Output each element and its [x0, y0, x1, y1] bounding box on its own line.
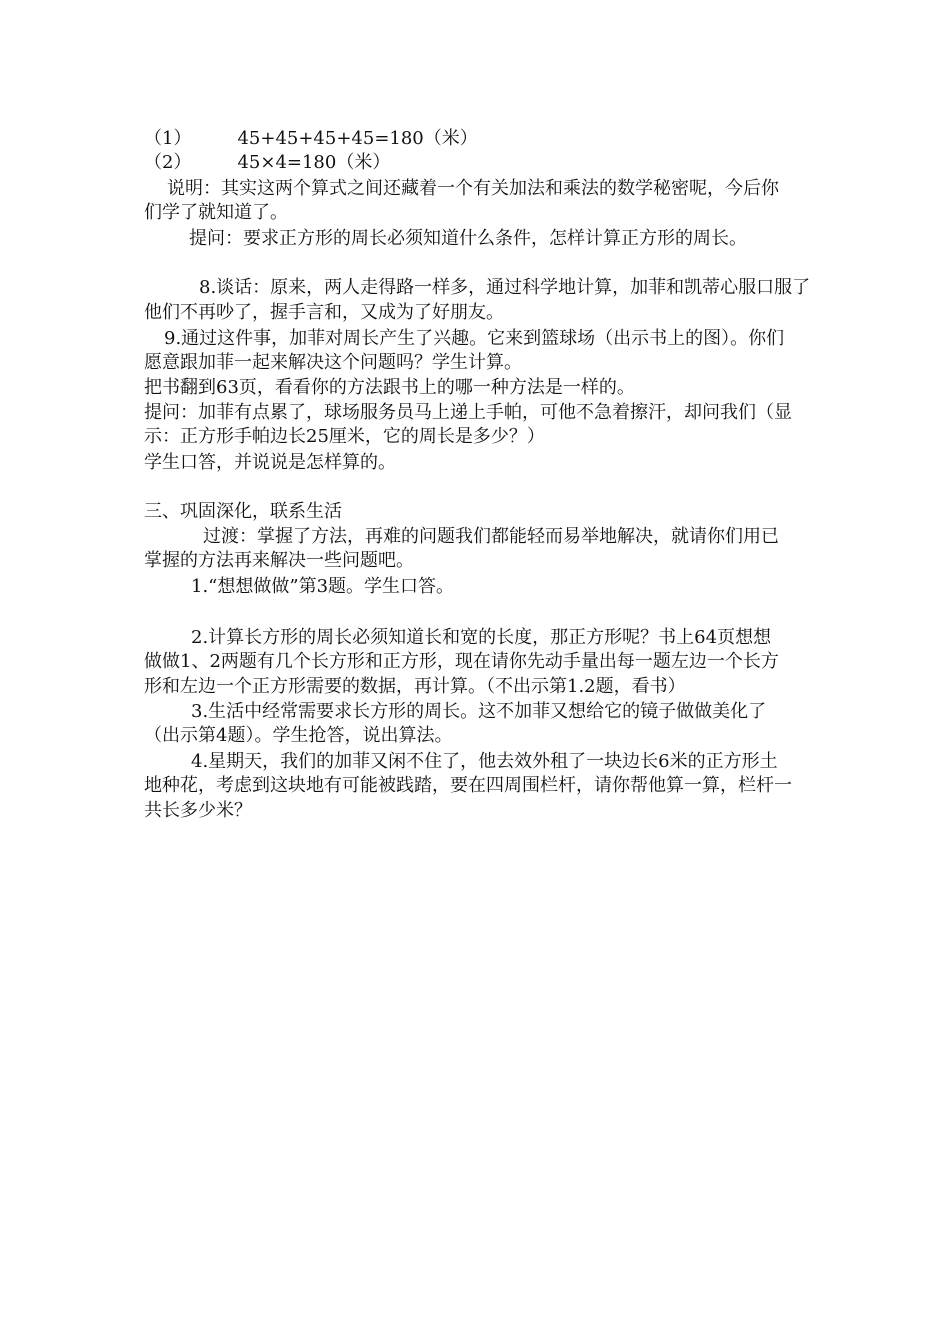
question-2-line-1: 提问：加菲有点累了，球场服务员马上递上手帕，可他不急着擦汗，却问我们（显 [144, 402, 792, 423]
item-9-line-1: 9.通过这件事，加菲对周长产生了兴趣。它来到篮球场（出示书上的图）。你们 [164, 328, 785, 349]
exercise-2-line-1: 2.计算长方形的周长必须知道长和宽的长度，那正方形呢？书上64页想想 [191, 627, 772, 648]
formula-2-expr: 45×4=180（米） [237, 152, 391, 173]
item-8-line-1: 8.谈话：原来，两人走得路一样多，通过科学地计算，加菲和凯蒂心服口服了 [199, 277, 811, 298]
transition-line-2: 掌握的方法再来解决一些问题吧。 [144, 550, 414, 571]
formula-1-label: （1） [144, 128, 192, 149]
exercise-4-line-2: 地种花，考虑到这块地有可能被践踏，要在四周围栏杆，请你帮他算一算，栏杆一 [144, 775, 792, 796]
formula-line-1 [144, 127, 478, 151]
exercise-1: 1.“想想做做”第3题。学生口答。 [191, 576, 455, 597]
exercise-2-line-2: 做做1、2两题有几个长方形和正方形，现在请你先动手量出每一题左边一个长方 [144, 651, 779, 672]
exercise-4-line-1: 4.星期天，我们的加菲又闲不住了，他去效外租了一块边长6米的正方形土 [191, 751, 778, 772]
exercise-4-line-3: 共长多少米？ [144, 800, 252, 821]
exercise-3-line-1: 3.生活中经常需要求长方形的周长。这不加菲又想给它的镜子做做美化了 [191, 701, 767, 722]
explain-line-2: 们学了就知道了。 [144, 202, 288, 223]
transition-line-1: 过渡：掌握了方法，再难的问题我们都能轻而易举地解决，就请你们用已 [203, 526, 779, 547]
exercise-2-line-3: 形和左边一个正方形需要的数据，再计算。（不出示第1.2题，看书） [144, 676, 686, 697]
formula-2-label: （2） [144, 152, 192, 173]
formula-1-expr: 45+45+45+45=180（米） [237, 128, 478, 149]
question-2-line-2: 示：正方形手帕边长25厘米，它的周长是多少？） [144, 426, 545, 447]
section-3-title: 三、巩固深化，联系生活 [144, 501, 342, 522]
formula-line-2 [144, 151, 390, 175]
turn-page-line: 把书翻到63页，看看你的方法跟书上的哪一种方法是一样的。 [144, 377, 635, 398]
question-1: 提问：要求正方形的周长必须知道什么条件，怎样计算正方形的周长。 [189, 228, 747, 249]
item-8-line-2: 他们不再吵了，握手言和，又成为了好朋友。 [144, 302, 504, 323]
item-9-line-2: 愿意跟加菲一起来解决这个问题吗？学生计算。 [144, 352, 522, 373]
exercise-3-line-2: （出示第4题）。学生抢答，说出算法。 [144, 725, 453, 746]
explain-line-1: 说明：其实这两个算式之间还藏着一个有关加法和乘法的数学秘密呢，今后你 [167, 178, 779, 199]
oral-answer-line: 学生口答，并说说是怎样算的。 [144, 452, 396, 473]
